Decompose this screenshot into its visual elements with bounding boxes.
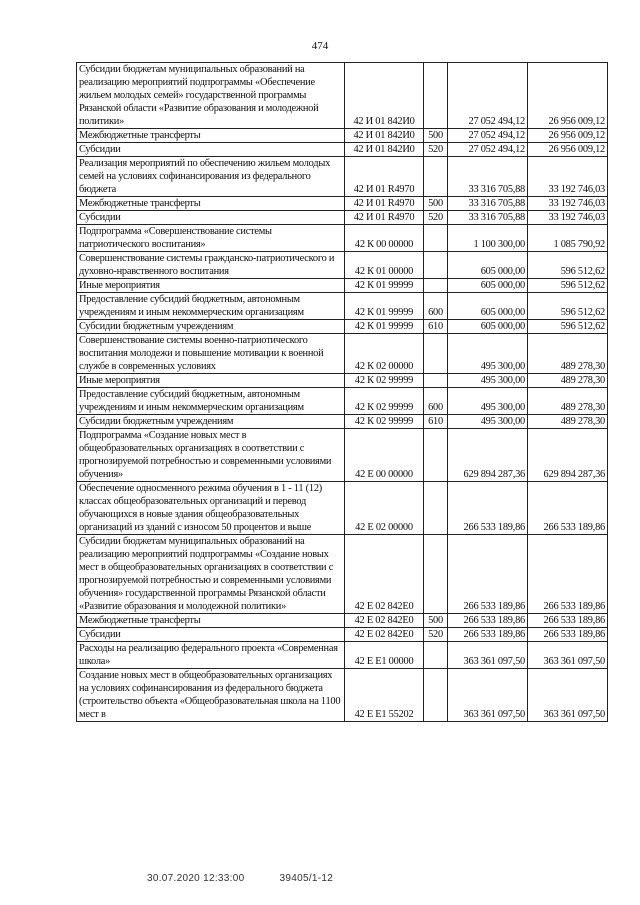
row-name-cell: Предоставление субсидий бюджетным, автономным учреждениям и иным некоммерческим организациям — [77, 388, 345, 415]
row-amount-planned-cell: 1 100 300,00 — [448, 225, 528, 252]
row-name-cell: Субсидии — [77, 143, 345, 157]
table-row — [77, 320, 608, 334]
row-name-cell: Межбюджетные трансферты — [77, 197, 345, 211]
row-code-cell: 42 Е 02 842Е0 — [345, 614, 424, 628]
row-amount-executed-cell: 489 278,30 — [528, 415, 608, 429]
row-code-cell: 42 И 01 R4970 — [345, 211, 424, 225]
row-amount-executed-cell: 596 512,62 — [528, 279, 608, 293]
row-expense-type-cell — [424, 429, 448, 482]
row-amount-executed-cell: 363 361 097,50 — [528, 642, 608, 669]
table-row — [77, 211, 608, 225]
row-amount-planned-cell: 266 533 189,86 — [448, 614, 528, 628]
row-code-cell: 42 К 01 99999 — [345, 320, 424, 334]
table-row — [77, 143, 608, 157]
row-amount-planned-cell: 33 316 705,88 — [448, 197, 528, 211]
row-name-cell: Предоставление субсидий бюджетным, автономным учреждениям и иным некоммерческим организациям — [77, 293, 345, 320]
row-code-cell: 42 К 01 00000 — [345, 252, 424, 279]
table-row — [77, 63, 608, 129]
row-amount-planned-cell: 605 000,00 — [448, 293, 528, 320]
page-number: 474 — [311, 40, 329, 52]
row-amount-executed-cell: 26 956 009,12 — [528, 63, 608, 129]
row-amount-planned-cell: 605 000,00 — [448, 320, 528, 334]
table-row — [77, 157, 608, 197]
table-row — [77, 374, 608, 388]
row-expense-type-cell: 610 — [424, 320, 448, 334]
row-expense-type-cell — [424, 535, 448, 614]
row-expense-type-cell — [424, 669, 448, 722]
row-amount-planned-cell: 266 533 189,86 — [448, 535, 528, 614]
row-amount-planned-cell: 27 052 494,12 — [448, 63, 528, 129]
footer-document-id: 39405/1-12 — [279, 873, 334, 884]
row-amount-planned-cell: 27 052 494,12 — [448, 143, 528, 157]
row-amount-planned-cell: 495 300,00 — [448, 415, 528, 429]
row-name-cell: Межбюджетные трансферты — [77, 129, 345, 143]
row-code-cell: 42 И 01 842И0 — [345, 143, 424, 157]
row-amount-executed-cell: 266 533 189,86 — [528, 614, 608, 628]
row-amount-executed-cell: 596 512,62 — [528, 320, 608, 334]
row-amount-executed-cell: 33 192 746,03 — [528, 197, 608, 211]
row-code-cell: 42 И 01 R4970 — [345, 157, 424, 197]
row-amount-planned-cell: 605 000,00 — [448, 252, 528, 279]
row-amount-planned-cell: 363 361 097,50 — [448, 669, 528, 722]
table-row — [77, 197, 608, 211]
row-name-cell: Подпрограмма «Создание новых мест в общеобразовательных организациях в соответствии с прогнозируемой потребностью и современными условиями обучения» — [77, 429, 345, 482]
budget-table-body — [77, 63, 608, 722]
row-amount-executed-cell: 26 956 009,12 — [528, 143, 608, 157]
row-code-cell: 42 И 01 842И0 — [345, 129, 424, 143]
row-code-cell: 42 Е 00 00000 — [345, 429, 424, 482]
row-amount-executed-cell: 489 278,30 — [528, 388, 608, 415]
row-name-cell: Обеспечение односменного режима обучения в 1 - 11 (12) классах общеобразовательных организаций и перевод обучающихся в новые здания общеобразовательных организаций из зданий с износом 50 процентов и выше — [77, 482, 345, 535]
row-code-cell: 42 К 01 99999 — [345, 279, 424, 293]
row-code-cell: 42 К 02 00000 — [345, 334, 424, 374]
table-row — [77, 293, 608, 320]
table-row — [77, 415, 608, 429]
table-row — [77, 642, 608, 669]
row-code-cell: 42 Е 02 842Е0 — [345, 628, 424, 642]
table-row — [77, 628, 608, 642]
row-amount-planned-cell: 495 300,00 — [448, 334, 528, 374]
row-code-cell: 42 Е 02 842Е0 — [345, 535, 424, 614]
table-row — [77, 482, 608, 535]
row-amount-executed-cell: 596 512,62 — [528, 252, 608, 279]
row-expense-type-cell: 600 — [424, 388, 448, 415]
row-expense-type-cell: 500 — [424, 129, 448, 143]
footer-timestamp: 30.07.2020 12:33:00 — [147, 873, 245, 884]
row-name-cell: Субсидии бюджетным учреждениям — [77, 415, 345, 429]
row-code-cell: 42 К 01 99999 — [345, 293, 424, 320]
budget-table — [76, 62, 608, 722]
row-amount-executed-cell: 1 085 790,92 — [528, 225, 608, 252]
row-name-cell: Совершенствование системы военно-патриотического воспитания молодежи и повышение мотивации к военной службе в современных условиях — [77, 334, 345, 374]
row-amount-executed-cell: 266 533 189,86 — [528, 628, 608, 642]
row-amount-planned-cell: 363 361 097,50 — [448, 642, 528, 669]
row-name-cell: Совершенствование системы гражданско-патриотического и духовно-нравственного воспитания — [77, 252, 345, 279]
row-amount-executed-cell: 266 533 189,86 — [528, 482, 608, 535]
row-expense-type-cell — [424, 334, 448, 374]
row-code-cell: 42 К 02 99999 — [345, 374, 424, 388]
row-amount-planned-cell: 33 316 705,88 — [448, 157, 528, 197]
row-expense-type-cell: 520 — [424, 211, 448, 225]
table-row — [77, 129, 608, 143]
row-amount-executed-cell: 33 192 746,03 — [528, 157, 608, 197]
row-expense-type-cell — [424, 482, 448, 535]
table-row — [77, 669, 608, 722]
row-name-cell: Создание новых мест в общеобразовательных организациях на условиях софинансирования из федерального бюджета (строительство объекта «Общеобразовательная школа на 1100 мест в — [77, 669, 345, 722]
row-code-cell: 42 И 01 R4970 — [345, 197, 424, 211]
row-code-cell: 42 Е 02 00000 — [345, 482, 424, 535]
row-expense-type-cell: 500 — [424, 197, 448, 211]
row-expense-type-cell — [424, 252, 448, 279]
row-expense-type-cell: 520 — [424, 143, 448, 157]
row-amount-executed-cell: 489 278,30 — [528, 374, 608, 388]
row-name-cell: Субсидии бюджетным учреждениям — [77, 320, 345, 334]
row-amount-executed-cell: 26 956 009,12 — [528, 129, 608, 143]
row-amount-planned-cell: 33 316 705,88 — [448, 211, 528, 225]
row-name-cell: Иные мероприятия — [77, 279, 345, 293]
row-code-cell: 42 Е Е1 00000 — [345, 642, 424, 669]
row-amount-planned-cell: 605 000,00 — [448, 279, 528, 293]
row-name-cell: Субсидии — [77, 211, 345, 225]
row-code-cell: 42 И 01 842И0 — [345, 63, 424, 129]
row-name-cell: Субсидии бюджетам муниципальных образований на реализацию мероприятий подпрограммы «Создание новых мест в общеобразовательных организациях в соответствии с прогнозируемой потребностью и современными условиями обучения» государственной программы Рязанской области «Развитие образования и молодежной политики» — [77, 535, 345, 614]
row-amount-executed-cell: 33 192 746,03 — [528, 211, 608, 225]
row-expense-type-cell — [424, 279, 448, 293]
table-row — [77, 225, 608, 252]
table-row — [77, 535, 608, 614]
row-name-cell: Реализация мероприятий по обеспечению жильем молодых семей на условиях софинансирования из федерального бюджета — [77, 157, 345, 197]
table-row — [77, 429, 608, 482]
row-expense-type-cell — [424, 157, 448, 197]
row-amount-executed-cell: 629 894 287,36 — [528, 429, 608, 482]
table-row — [77, 279, 608, 293]
row-amount-planned-cell: 266 533 189,86 — [448, 482, 528, 535]
row-name-cell: Подпрограмма «Совершенствование системы патриотического воспитания» — [77, 225, 345, 252]
row-expense-type-cell — [424, 374, 448, 388]
row-name-cell: Межбюджетные трансферты — [77, 614, 345, 628]
row-amount-planned-cell: 495 300,00 — [448, 388, 528, 415]
row-amount-executed-cell: 596 512,62 — [528, 293, 608, 320]
row-code-cell: 42 К 02 99999 — [345, 415, 424, 429]
row-expense-type-cell: 520 — [424, 628, 448, 642]
row-amount-executed-cell: 363 361 097,50 — [528, 669, 608, 722]
row-code-cell: 42 К 00 00000 — [345, 225, 424, 252]
row-name-cell: Субсидии — [77, 628, 345, 642]
row-expense-type-cell: 610 — [424, 415, 448, 429]
row-amount-planned-cell: 495 300,00 — [448, 374, 528, 388]
table-row — [77, 252, 608, 279]
row-expense-type-cell — [424, 63, 448, 129]
row-expense-type-cell — [424, 225, 448, 252]
row-amount-planned-cell: 27 052 494,12 — [448, 129, 528, 143]
row-expense-type-cell: 500 — [424, 614, 448, 628]
row-name-cell: Расходы на реализацию федерального проекта «Современная школа» — [77, 642, 345, 669]
row-amount-planned-cell: 629 894 287,36 — [448, 429, 528, 482]
row-expense-type-cell — [424, 642, 448, 669]
row-amount-executed-cell: 266 533 189,86 — [528, 535, 608, 614]
row-name-cell: Субсидии бюджетам муниципальных образований на реализацию мероприятий подпрограммы «Обеспечение жильем молодых семей» государственной программы Рязанской области «Развитие образования и молодежной политики» — [77, 63, 345, 129]
row-amount-planned-cell: 266 533 189,86 — [448, 628, 528, 642]
row-amount-executed-cell: 489 278,30 — [528, 334, 608, 374]
document-footer — [147, 873, 333, 884]
row-code-cell: 42 К 02 99999 — [345, 388, 424, 415]
row-expense-type-cell: 600 — [424, 293, 448, 320]
table-row — [77, 388, 608, 415]
table-row — [77, 614, 608, 628]
row-code-cell: 42 Е Е1 55202 — [345, 669, 424, 722]
row-name-cell: Иные мероприятия — [77, 374, 345, 388]
table-row — [77, 334, 608, 374]
